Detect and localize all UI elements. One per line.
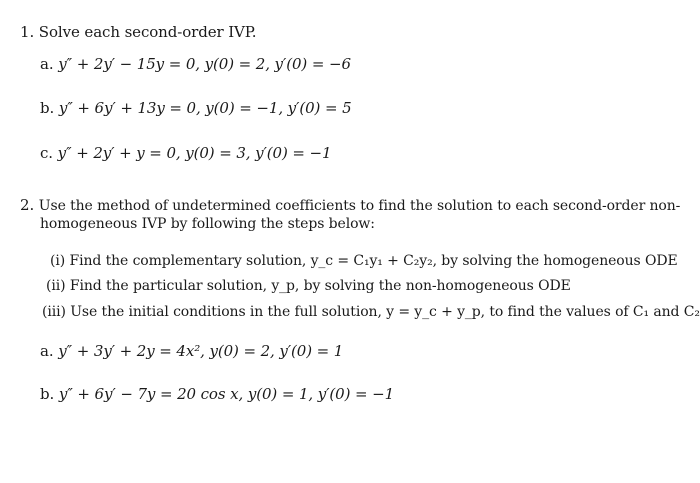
problem-1c-equation: y″ + 2y′ + y = 0, y(0) = 3, y′(0) = −1 [57, 144, 332, 162]
problem-2-intro-line-1 [20, 196, 680, 215]
step-iii-label: (iii) [42, 304, 66, 320]
step-i-text: Find the complementary solution, y_c = C₁y₁ + C₂y₂, by solving the homogeneous ODE [69, 253, 678, 269]
problem-2b-equation: y″ + 6y′ − 7y = 20 cos x, y(0) = 1, y′(0) = −1 [58, 385, 395, 403]
problem-1-heading-text: Solve each second-order IVP. [38, 23, 257, 41]
problem-1b-equation: y″ + 6y′ + 13y = 0, y(0) = −1, y′(0) = 5 [58, 99, 352, 117]
problem-2b [40, 385, 394, 403]
problem-2-intro-line-2: homogeneous IVP by following the steps below: [40, 216, 375, 232]
problem-2-intro-text-1: Use the method of undetermined coefficients to find the solution to each second-order non- [38, 198, 681, 214]
problem-2a-label: a. [40, 342, 54, 360]
step-i-label: (i) [50, 253, 66, 269]
problem-1b [40, 99, 352, 117]
problem-1b-label: b. [40, 99, 55, 117]
problem-1-number: 1. [20, 23, 35, 41]
step-i [50, 252, 678, 270]
problem-2a-equation: y″ + 3y′ + 2y = 4x², y(0) = 2, y′(0) = 1 [58, 342, 344, 360]
step-ii [46, 277, 571, 295]
problem-2-number: 2. [20, 196, 35, 214]
problem-2a [40, 342, 343, 360]
problem-1c-label: c. [40, 144, 53, 162]
problem-1a-label: a. [40, 55, 54, 73]
step-ii-text: Find the particular solution, y_p, by solving the non-homogeneous ODE [69, 278, 571, 294]
problem-1a [40, 55, 351, 73]
problem-1c [40, 144, 331, 162]
step-ii-label: (ii) [46, 278, 66, 294]
problem-2b-label: b. [40, 385, 55, 403]
step-iii [42, 303, 700, 321]
problem-1a-equation: y″ + 2y′ − 15y = 0, y(0) = 2, y′(0) = −6 [58, 55, 351, 73]
problem-1-heading [20, 23, 256, 41]
step-iii-text: Use the initial conditions in the full solution, y = y_c + y_p, to find the values of C₁ and C₂ [70, 304, 700, 320]
